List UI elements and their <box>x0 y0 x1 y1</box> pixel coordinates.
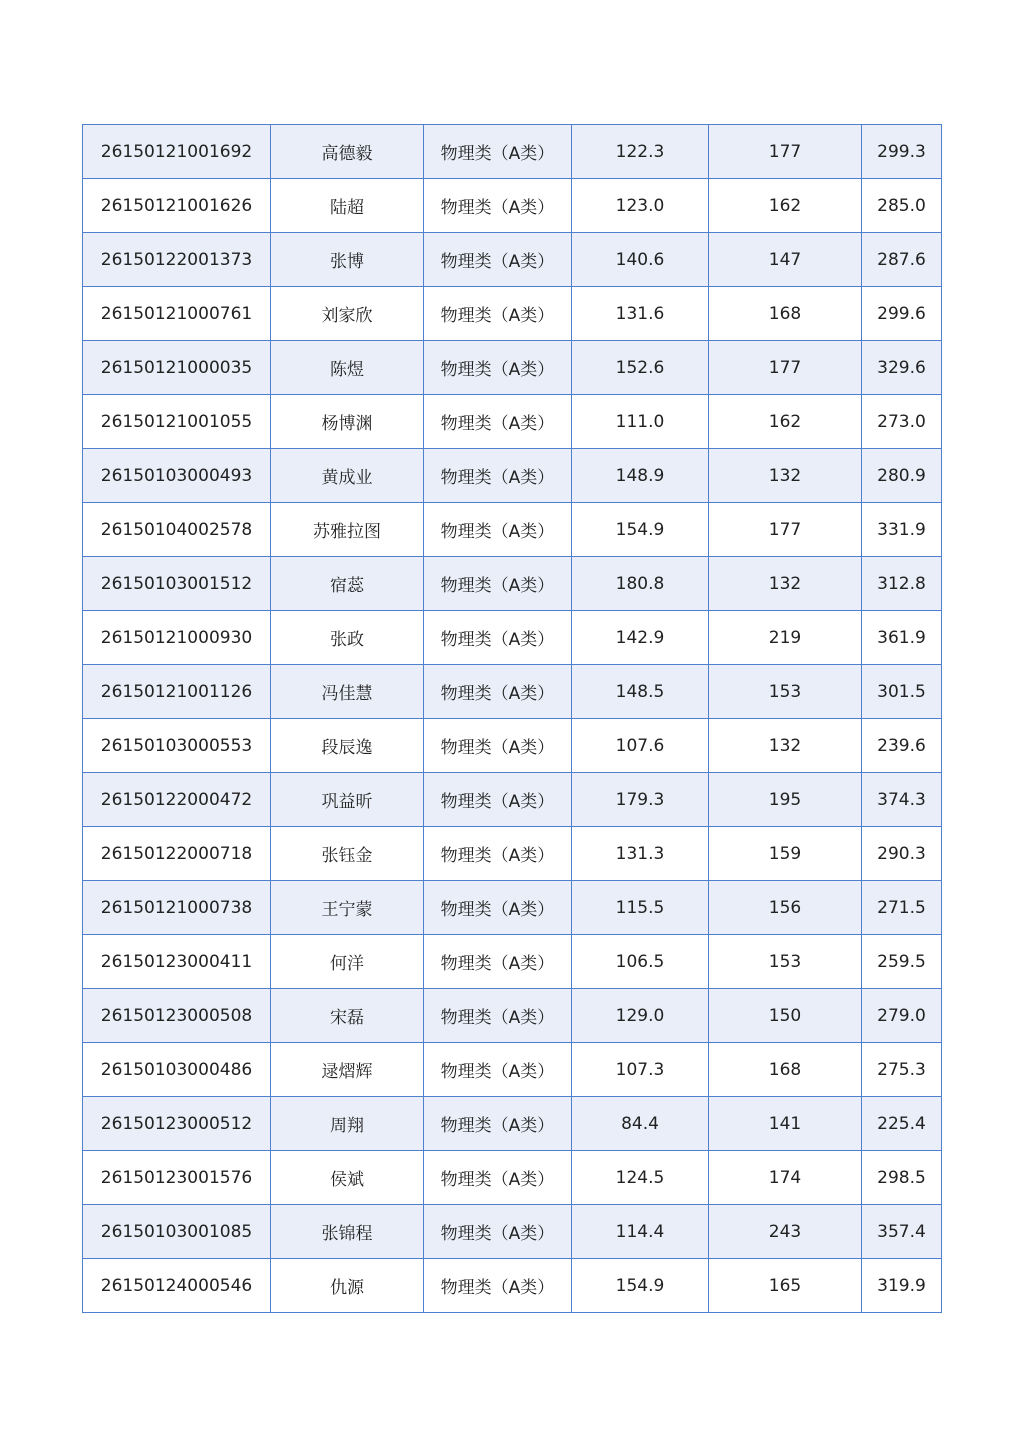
total-score-cell: 271.5 <box>862 881 942 935</box>
category-cell: 物理类（A类） <box>424 773 572 827</box>
candidate-id-cell: 26150121001692 <box>83 125 271 179</box>
score-2-cell: 168 <box>709 287 862 341</box>
total-score-cell: 279.0 <box>862 989 942 1043</box>
category-cell: 物理类（A类） <box>424 827 572 881</box>
category-cell: 物理类（A类） <box>424 719 572 773</box>
category-cell: 物理类（A类） <box>424 1151 572 1205</box>
name-cell: 张锦程 <box>271 1205 424 1259</box>
table-row <box>83 665 942 719</box>
candidate-id-cell: 26150123000512 <box>83 1097 271 1151</box>
name-cell: 逯熠辉 <box>271 1043 424 1097</box>
score-2-cell: 141 <box>709 1097 862 1151</box>
candidate-id-cell: 26150122000718 <box>83 827 271 881</box>
score-1-cell: 111.0 <box>572 395 709 449</box>
total-score-cell: 290.3 <box>862 827 942 881</box>
table-row <box>83 125 942 179</box>
name-cell: 刘家欣 <box>271 287 424 341</box>
category-cell: 物理类（A类） <box>424 1043 572 1097</box>
score-2-cell: 177 <box>709 341 862 395</box>
table-row <box>83 773 942 827</box>
score-2-cell: 174 <box>709 1151 862 1205</box>
candidate-id-cell: 26150121001126 <box>83 665 271 719</box>
table-row <box>83 881 942 935</box>
total-score-cell: 273.0 <box>862 395 942 449</box>
table-row <box>83 611 942 665</box>
score-1-cell: 180.8 <box>572 557 709 611</box>
candidate-id-cell: 26150123000411 <box>83 935 271 989</box>
table-row <box>83 989 942 1043</box>
table-row <box>83 719 942 773</box>
score-2-cell: 153 <box>709 935 862 989</box>
name-cell: 巩益昕 <box>271 773 424 827</box>
category-cell: 物理类（A类） <box>424 881 572 935</box>
table-row <box>83 1097 942 1151</box>
table-body <box>83 125 942 1313</box>
candidate-id-cell: 26150121001055 <box>83 395 271 449</box>
score-2-cell: 153 <box>709 665 862 719</box>
score-1-cell: 131.3 <box>572 827 709 881</box>
name-cell: 冯佳慧 <box>271 665 424 719</box>
name-cell: 苏雅拉图 <box>271 503 424 557</box>
name-cell: 黄成业 <box>271 449 424 503</box>
name-cell: 周翔 <box>271 1097 424 1151</box>
total-score-cell: 319.9 <box>862 1259 942 1313</box>
candidate-id-cell: 26150122001373 <box>83 233 271 287</box>
table-row <box>83 1151 942 1205</box>
table-row <box>83 449 942 503</box>
candidate-id-cell: 26150104002578 <box>83 503 271 557</box>
score-1-cell: 131.6 <box>572 287 709 341</box>
score-1-cell: 148.5 <box>572 665 709 719</box>
score-2-cell: 177 <box>709 503 862 557</box>
candidate-id-cell: 26150121000738 <box>83 881 271 935</box>
category-cell: 物理类（A类） <box>424 341 572 395</box>
score-1-cell: 106.5 <box>572 935 709 989</box>
total-score-cell: 299.3 <box>862 125 942 179</box>
table-row <box>83 935 942 989</box>
score-1-cell: 115.5 <box>572 881 709 935</box>
candidate-id-cell: 26150123000508 <box>83 989 271 1043</box>
name-cell: 宿蕊 <box>271 557 424 611</box>
category-cell: 物理类（A类） <box>424 989 572 1043</box>
table-row <box>83 395 942 449</box>
table-row <box>83 1259 942 1313</box>
category-cell: 物理类（A类） <box>424 665 572 719</box>
table-row <box>83 557 942 611</box>
name-cell: 仇源 <box>271 1259 424 1313</box>
score-1-cell: 140.6 <box>572 233 709 287</box>
score-1-cell: 84.4 <box>572 1097 709 1151</box>
score-2-cell: 162 <box>709 179 862 233</box>
category-cell: 物理类（A类） <box>424 233 572 287</box>
score-2-cell: 156 <box>709 881 862 935</box>
score-table <box>82 124 942 1313</box>
category-cell: 物理类（A类） <box>424 179 572 233</box>
score-2-cell: 132 <box>709 719 862 773</box>
score-1-cell: 152.6 <box>572 341 709 395</box>
score-1-cell: 142.9 <box>572 611 709 665</box>
table-row <box>83 1205 942 1259</box>
table-row <box>83 233 942 287</box>
score-1-cell: 148.9 <box>572 449 709 503</box>
score-1-cell: 129.0 <box>572 989 709 1043</box>
score-1-cell: 124.5 <box>572 1151 709 1205</box>
score-2-cell: 168 <box>709 1043 862 1097</box>
total-score-cell: 374.3 <box>862 773 942 827</box>
score-2-cell: 219 <box>709 611 862 665</box>
total-score-cell: 275.3 <box>862 1043 942 1097</box>
score-2-cell: 195 <box>709 773 862 827</box>
name-cell: 高德毅 <box>271 125 424 179</box>
score-2-cell: 132 <box>709 557 862 611</box>
total-score-cell: 259.5 <box>862 935 942 989</box>
category-cell: 物理类（A类） <box>424 503 572 557</box>
total-score-cell: 299.6 <box>862 287 942 341</box>
score-1-cell: 123.0 <box>572 179 709 233</box>
category-cell: 物理类（A类） <box>424 449 572 503</box>
total-score-cell: 280.9 <box>862 449 942 503</box>
table-row <box>83 287 942 341</box>
name-cell: 张政 <box>271 611 424 665</box>
candidate-id-cell: 26150124000546 <box>83 1259 271 1313</box>
category-cell: 物理类（A类） <box>424 1097 572 1151</box>
total-score-cell: 329.6 <box>862 341 942 395</box>
total-score-cell: 285.0 <box>862 179 942 233</box>
score-2-cell: 243 <box>709 1205 862 1259</box>
score-1-cell: 154.9 <box>572 1259 709 1313</box>
category-cell: 物理类（A类） <box>424 611 572 665</box>
total-score-cell: 225.4 <box>862 1097 942 1151</box>
score-1-cell: 122.3 <box>572 125 709 179</box>
candidate-id-cell: 26150121001626 <box>83 179 271 233</box>
score-1-cell: 114.4 <box>572 1205 709 1259</box>
name-cell: 侯斌 <box>271 1151 424 1205</box>
total-score-cell: 287.6 <box>862 233 942 287</box>
candidate-id-cell: 26150103000486 <box>83 1043 271 1097</box>
total-score-cell: 331.9 <box>862 503 942 557</box>
score-1-cell: 179.3 <box>572 773 709 827</box>
category-cell: 物理类（A类） <box>424 125 572 179</box>
category-cell: 物理类（A类） <box>424 1205 572 1259</box>
name-cell: 陈煜 <box>271 341 424 395</box>
table-row <box>83 1043 942 1097</box>
total-score-cell: 312.8 <box>862 557 942 611</box>
candidate-id-cell: 26150103000493 <box>83 449 271 503</box>
total-score-cell: 298.5 <box>862 1151 942 1205</box>
total-score-cell: 239.6 <box>862 719 942 773</box>
table-row <box>83 827 942 881</box>
table-row <box>83 341 942 395</box>
candidate-id-cell: 26150121000035 <box>83 341 271 395</box>
score-2-cell: 165 <box>709 1259 862 1313</box>
score-2-cell: 159 <box>709 827 862 881</box>
candidate-id-cell: 26150121000930 <box>83 611 271 665</box>
score-2-cell: 147 <box>709 233 862 287</box>
name-cell: 陆超 <box>271 179 424 233</box>
name-cell: 张钰金 <box>271 827 424 881</box>
score-2-cell: 177 <box>709 125 862 179</box>
candidate-id-cell: 26150121000761 <box>83 287 271 341</box>
candidate-id-cell: 26150103001512 <box>83 557 271 611</box>
category-cell: 物理类（A类） <box>424 1259 572 1313</box>
candidate-id-cell: 26150123001576 <box>83 1151 271 1205</box>
score-1-cell: 107.6 <box>572 719 709 773</box>
category-cell: 物理类（A类） <box>424 395 572 449</box>
score-2-cell: 132 <box>709 449 862 503</box>
name-cell: 何洋 <box>271 935 424 989</box>
name-cell: 王宁蒙 <box>271 881 424 935</box>
total-score-cell: 357.4 <box>862 1205 942 1259</box>
category-cell: 物理类（A类） <box>424 557 572 611</box>
candidate-id-cell: 26150103001085 <box>83 1205 271 1259</box>
candidate-id-cell: 26150122000472 <box>83 773 271 827</box>
score-1-cell: 154.9 <box>572 503 709 557</box>
score-1-cell: 107.3 <box>572 1043 709 1097</box>
table-row <box>83 503 942 557</box>
table-row <box>83 179 942 233</box>
score-2-cell: 162 <box>709 395 862 449</box>
name-cell: 段辰逸 <box>271 719 424 773</box>
category-cell: 物理类（A类） <box>424 287 572 341</box>
name-cell: 宋磊 <box>271 989 424 1043</box>
total-score-cell: 301.5 <box>862 665 942 719</box>
candidate-id-cell: 26150103000553 <box>83 719 271 773</box>
total-score-cell: 361.9 <box>862 611 942 665</box>
category-cell: 物理类（A类） <box>424 935 572 989</box>
name-cell: 杨博渊 <box>271 395 424 449</box>
score-2-cell: 150 <box>709 989 862 1043</box>
name-cell: 张博 <box>271 233 424 287</box>
